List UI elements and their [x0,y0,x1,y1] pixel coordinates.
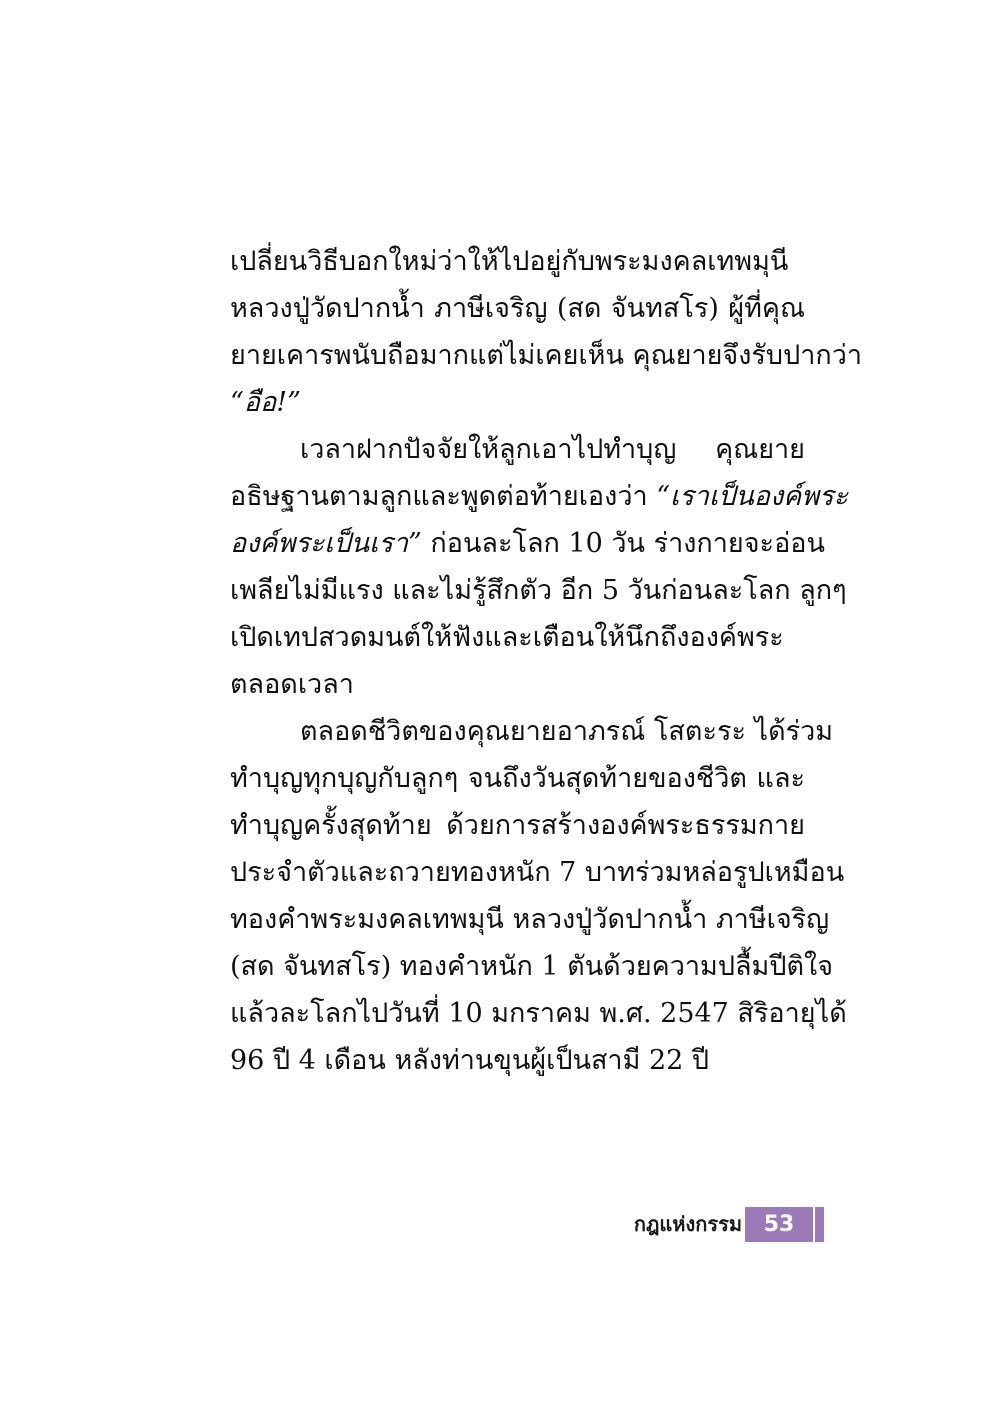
body-line: ตลอดเวลา [230,669,354,700]
footer-accent-bar [815,1207,824,1242]
body-line: เพลียไม่มีแรง และไม่รู้สึกตัว อีก 5 วันก่อนละโลก ลูกๆ [230,575,847,606]
body-line: เปิดเทปสวดมนต์ให้ฟังและเตือนให้นึกถึงองค์พระ [230,622,784,653]
body-line: ทองคำพระมงคลเทพมุนี หลวงปู่วัดปากน้ำ ภาษีเจริญ [230,904,830,935]
quote-line: “อือ!” [230,387,301,418]
body-text: อธิษฐานตามลูกและพูดต่อท้ายเองว่า [230,481,657,512]
body-line: ประจำตัวและถวายทองหนัก 7 บาทร่วมหล่อรูปเหมือน [230,857,845,888]
paragraph-start-line: ตลอดชีวิตของคุณยายอาภรณ์ โสตะระ ได้ร่วม [300,716,834,747]
quote-text: “เราเป็นองค์พระ [656,481,849,512]
page-number: 53 [745,1207,813,1242]
body-line: 96 ปี 4 เดือน หลังท่านขุนผู้เป็นสามี 22 ปี [230,1045,710,1076]
quote-text: องค์พระเป็นเรา” [230,528,422,559]
body-line: ทำบุญทุกบุญกับลูกๆ จนถึงวันสุดท้ายของชีวิต และ [230,763,805,794]
body-line: (สด จันทสโร) ทองคำหนัก 1 ตันด้วยความปลื้มปีติใจ [230,951,834,982]
page-footer [600,1207,830,1242]
body-line: หลวงปู่วัดปากน้ำ ภาษีเจริญ (สด จันทสโร) ผู้ที่คุณ [230,293,805,324]
body-line: ทำบุญครั้งสุดท้าย ด้วยการสร้างองค์พระธรรมกาย [230,810,805,841]
body-line [230,520,825,567]
body-line: แล้วละโลกไปวันที่ 10 มกราคม พ.ศ. 2547 สิริอายุได้ [230,998,847,1029]
body-text: ก่อนละโลก 10 วัน ร่างกายจะอ่อน [421,528,825,559]
page-body [230,238,863,1084]
body-line: ยายเคารพนับถือมากแต่ไม่เคยเห็น คุณยายจึงรับปากว่า [230,340,863,371]
paragraph-start-line: เวลาฝากปัจจัยให้ลูกเอาไปทำบุญ คุณยาย [300,434,805,465]
body-line [230,473,849,520]
body-line: เปลี่ยนวิธีบอกใหม่ว่าให้ไปอยู่กับพระมงคลเทพมุนี [230,246,789,277]
book-title: กฎแห่งกรรม [633,1212,742,1236]
